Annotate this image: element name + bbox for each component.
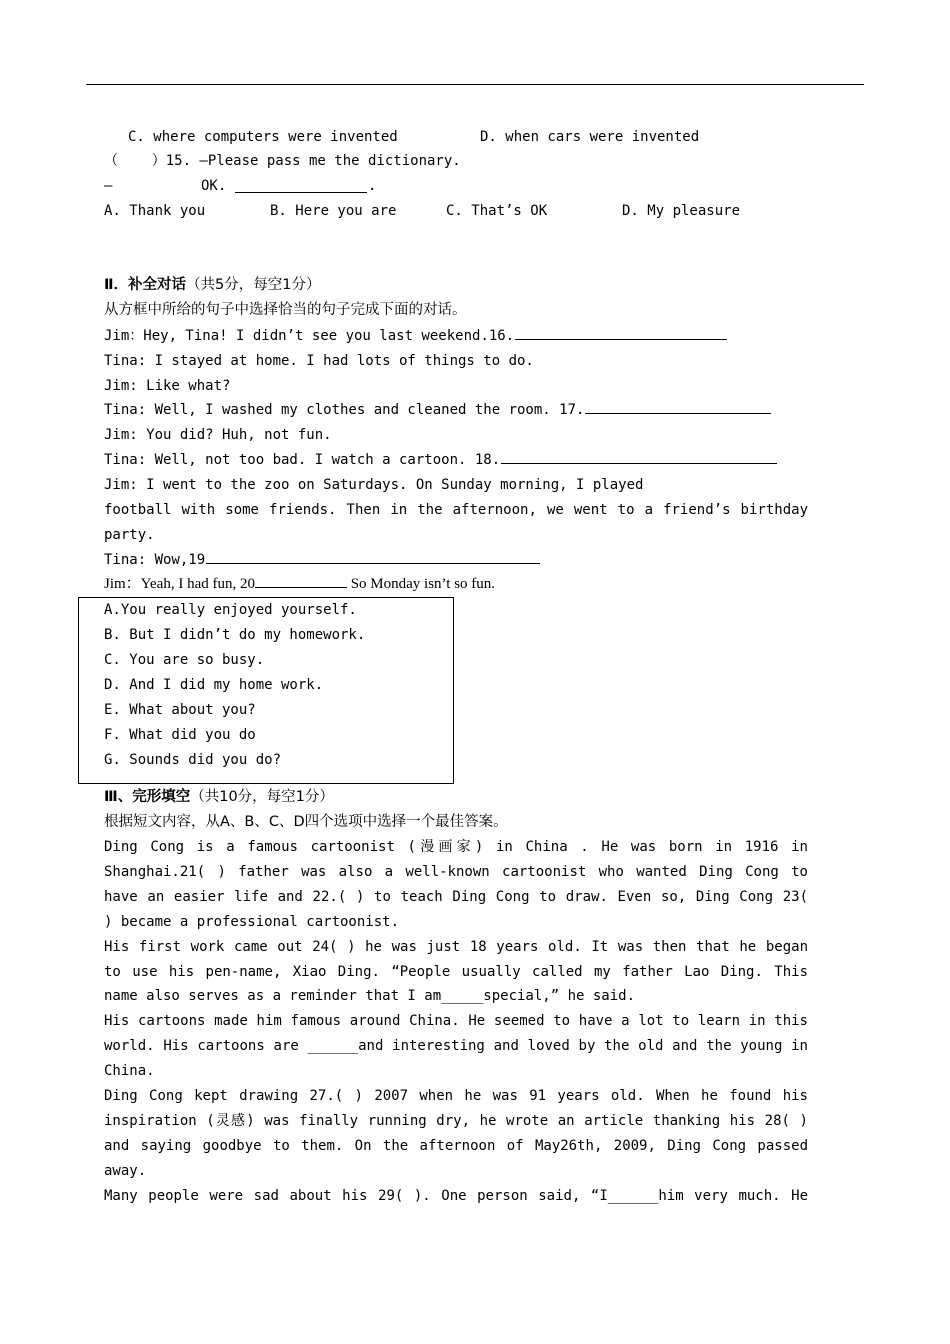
q14-option-c: C. where computers were invented [128, 129, 398, 145]
dialogue-line: party. [104, 527, 155, 543]
q15-reply-end: . [368, 178, 377, 194]
option-item: D. And I did my home work. [104, 677, 324, 693]
answer-blank-17 [585, 398, 771, 414]
passage-line: inspiration (灵感) was finally running dry, he wrote an article thanking his 28( ) [104, 1113, 808, 1129]
dialogue-text: Tina: Well, not too bad. I watch a cartoon. 18. [104, 452, 501, 468]
option-item: A.You really enjoyed yourself. [104, 602, 357, 618]
dialogue-line [104, 448, 808, 473]
dialogue-line: Jim: Like what? [104, 378, 231, 394]
option-item: C. You are so busy. [104, 652, 265, 668]
passage-line: and saying goodbye to them. On the afternoon of May26th, 2009, Ding Cong passed [104, 1138, 808, 1154]
dialogue-line [104, 572, 808, 597]
answer-blank-19 [206, 548, 540, 564]
answer-blank-20 [255, 572, 347, 588]
option-item: E. What about you? [104, 702, 256, 718]
dialogue-line: Jim: You did? Huh, not fun. [104, 427, 332, 443]
passage-line: Ding Cong kept drawing 27.( ) 2007 when he was 91 years old. When he found his [104, 1088, 808, 1104]
passage-line: ) became a professional cartoonist. [104, 914, 400, 930]
q15-stem: （ ）15. —Please pass me the dictionary. [104, 153, 461, 169]
passage-line: Ding Cong is a famous cartoonist (漫画家) in China . He was born in 1916 in [104, 839, 808, 855]
dialogue-line: Jim: I went to the zoo on Saturdays. On Sunday morning, I played [104, 477, 644, 493]
q14-option-d: D. when cars were invented [480, 129, 700, 145]
passage-line: world. His cartoons are ______and interesting and loved by the old and the young in [104, 1038, 808, 1054]
q15-options-row [104, 199, 808, 224]
q14-options-row [104, 125, 808, 150]
q15-option-a: A. Thank you [104, 203, 206, 219]
dialogue-line: football with some friends. Then in the afternoon, we went to a friend’s birthday [104, 502, 808, 518]
passage-line: have an easier life and 22.( ) to teach Ding Cong to draw. Even so, Ding Cong 23( [104, 889, 808, 905]
option-item: F. What did you do [104, 727, 256, 743]
passage-line: His cartoons made him famous around China. He seemed to have a lot to learn in this [104, 1013, 808, 1029]
dialogue-line [104, 548, 808, 573]
passage-line: Shanghai.21( ) father was also a well-known cartoonist who wanted Ding Cong to [104, 864, 808, 880]
answer-blank-16 [515, 324, 727, 340]
q15-reply-row [104, 174, 808, 199]
q15-dash: — [104, 178, 113, 194]
q15-option-d: D. My pleasure [622, 203, 741, 219]
section3-score: （共10分，每空1分） [190, 789, 334, 805]
q15-option-c: C. That’s OK [446, 203, 548, 219]
option-item: G. Sounds did you do? [104, 752, 282, 768]
section3-title: Ⅲ、完形填空 [104, 789, 191, 805]
q15-option-b: B. Here you are [270, 203, 397, 219]
q15-reply: OK. [201, 178, 227, 194]
dialogue-text: So Monday isn’t so fun. [346, 576, 496, 592]
section2-title: Ⅱ．补全对话 [104, 277, 187, 293]
section3-instruction: 根据短文内容，从A、B、C、D四个选项中选择一个最佳答案。 [104, 814, 508, 830]
q15-answer-blank [235, 177, 367, 193]
passage-line: Many people were sad about his 29( ). One person said, “I______him very much. He [104, 1188, 808, 1204]
section3-heading [104, 785, 808, 810]
option-item: B. But I didn’t do my homework. [104, 627, 366, 643]
dialogue-text: Jim：Yeah, I had fun, 20 [104, 576, 255, 592]
passage-line: away. [104, 1163, 147, 1179]
passage-line: His first work came out 24( ) he was just 18 years old. It was then that he began [104, 939, 808, 955]
section2-heading [104, 273, 808, 298]
dialogue-text: Jim：Hey, Tina! I didn’t see you last weekend.16. [104, 328, 515, 344]
header-rule [86, 84, 864, 85]
section2-score: （共5分，每空1分） [186, 277, 321, 293]
answer-blank-18 [501, 448, 777, 464]
passage-line: to use his pen-name, Xiao Ding. “People usually called my father Lao Ding. This [104, 964, 808, 980]
dialogue-line [104, 398, 808, 423]
dialogue-line [104, 324, 808, 349]
section2-instruction: 从方框中所给的句子中选择恰当的句子完成下面的对话。 [104, 302, 467, 318]
dialogue-text: Tina: Well, I washed my clothes and cleaned the room. 17. [104, 402, 585, 418]
dialogue-text: Tina: Wow,19 [104, 552, 206, 568]
dialogue-line: Tina: I stayed at home. I had lots of things to do. [104, 353, 534, 369]
passage-line: China. [104, 1063, 155, 1079]
passage-line: name also serves as a reminder that I am_____special,” he said. [104, 988, 636, 1004]
